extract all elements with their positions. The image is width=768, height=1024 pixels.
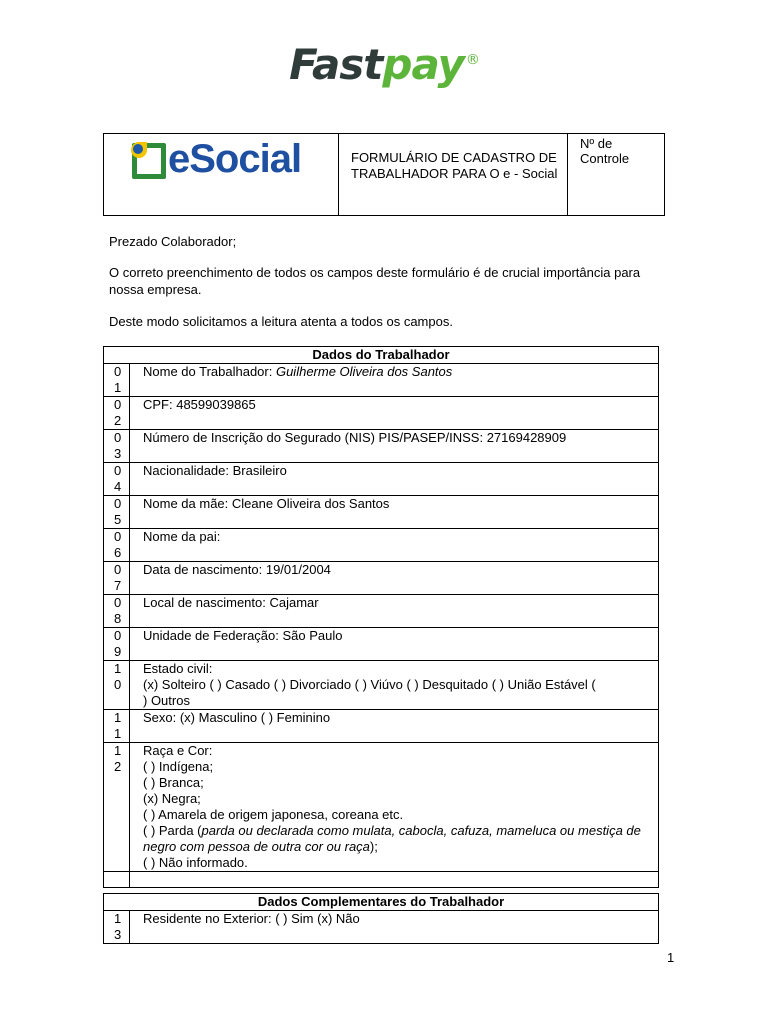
mother-name-field: Nome da mãe: Cleane Oliveira dos Santos — [130, 496, 659, 529]
father-name-field: Nome da pai: — [130, 529, 659, 562]
esocial-logo-text: eSocial — [168, 137, 302, 181]
fastpay-logo — [0, 40, 768, 89]
row-number: 1 1 — [104, 710, 130, 743]
row-number: 1 2 — [104, 743, 130, 872]
table-row-blank — [104, 872, 659, 888]
form-title: FORMULÁRIO DE CADASTRO DE TRABALHADOR PARA O e - Social — [339, 134, 568, 216]
complementary-data-table — [103, 893, 659, 944]
race-option-parda: ( ) Parda (parda ou declarada como mulata, cabocla, cafuza, mameluca ou mestiça de negro com pessoa de outra cor ou raça); — [143, 823, 641, 854]
table-row — [104, 661, 659, 710]
table-row — [104, 397, 659, 430]
race-color-field: Raça e Cor: ( ) Indígena; ( ) Branca; (x) Negra; ( ) Amarela de origem japonesa, coreana etc. ( ) Parda (parda ou declarada como mulata, cabocla, cafuza, mameluca ou mestiça de negro com pessoa de outra cor ou raça); ( ) Não informado. — [130, 743, 659, 872]
table-row — [104, 562, 659, 595]
race-option: ( ) Não informado. — [143, 855, 248, 870]
section-title: Dados do Trabalhador — [104, 347, 659, 364]
row-number: 1 3 — [104, 911, 130, 944]
page-number: 1 — [667, 950, 675, 965]
cpf-field: CPF: 48599039865 — [130, 397, 659, 430]
esocial-logo — [132, 135, 301, 183]
row-number: 0 5 — [104, 496, 130, 529]
nis-field: Número de Inscrição do Segurado (NIS) PIS/PASEP/INSS: 27169428909 — [130, 430, 659, 463]
esocial-logo-icon — [132, 143, 166, 179]
row-number: 0 7 — [104, 562, 130, 595]
marital-status-field: Estado civil: (x) Solteiro ( ) Casado ( ) Divorciado ( ) Viúvo ( ) Desquitado ( ) União Estável ( ) Outros — [130, 661, 659, 710]
intro-paragraph-2: Deste modo solicitamos a leitura atenta a todos os campos. — [109, 314, 453, 329]
row-number: 0 2 — [104, 397, 130, 430]
table-row — [104, 628, 659, 661]
brand-part1: Fast — [289, 40, 383, 89]
row-number: 0 1 — [104, 364, 130, 397]
worker-name-value: Guilherme Oliveira dos Santos — [275, 364, 453, 379]
worker-name-field: Nome do Trabalhador: Guilherme Oliveira dos Santos — [130, 364, 659, 397]
table-row — [104, 496, 659, 529]
table-row — [104, 743, 659, 872]
row-number: 0 6 — [104, 529, 130, 562]
section-title: Dados Complementares do Trabalhador — [104, 894, 659, 911]
form-header-table — [103, 133, 665, 216]
resident-abroad-field: Residente no Exterior: ( ) Sim (x) Não — [130, 911, 659, 944]
table-row — [104, 595, 659, 628]
control-number-label: Nº de Controle — [568, 134, 665, 216]
federation-unit-field: Unidade de Federação: São Paulo — [130, 628, 659, 661]
table-row — [104, 364, 659, 397]
race-option: (x) Negra; — [143, 791, 201, 806]
row-number: 1 0 — [104, 661, 130, 710]
row-number: 0 8 — [104, 595, 130, 628]
birth-place-field: Local de nascimento: Cajamar — [130, 595, 659, 628]
worker-data-table — [103, 346, 659, 888]
row-number: 0 9 — [104, 628, 130, 661]
row-number: 0 4 — [104, 463, 130, 496]
greeting: Prezado Colaborador; — [109, 234, 237, 249]
row-number: 0 3 — [104, 430, 130, 463]
race-option: ( ) Indígena; — [143, 759, 214, 774]
table-row — [104, 430, 659, 463]
table-row — [104, 710, 659, 743]
intro-paragraph-1: O correto preenchimento de todos os campos deste formulário é de crucial importância para nossa empresa. — [109, 265, 641, 297]
race-option: ( ) Amarela de origem japonesa, coreana etc. — [143, 807, 404, 822]
table-row — [104, 911, 659, 944]
esocial-logo-cell — [104, 134, 339, 216]
brand-part2: pay — [382, 40, 464, 89]
birth-date-field: Data de nascimento: 19/01/2004 — [130, 562, 659, 595]
brand-registered-mark: ® — [465, 52, 479, 68]
nationality-field: Nacionalidade: Brasileiro — [130, 463, 659, 496]
race-option: ( ) Branca; — [143, 775, 204, 790]
sex-field: Sexo: (x) Masculino ( ) Feminino — [130, 710, 659, 743]
table-row — [104, 463, 659, 496]
table-row — [104, 529, 659, 562]
